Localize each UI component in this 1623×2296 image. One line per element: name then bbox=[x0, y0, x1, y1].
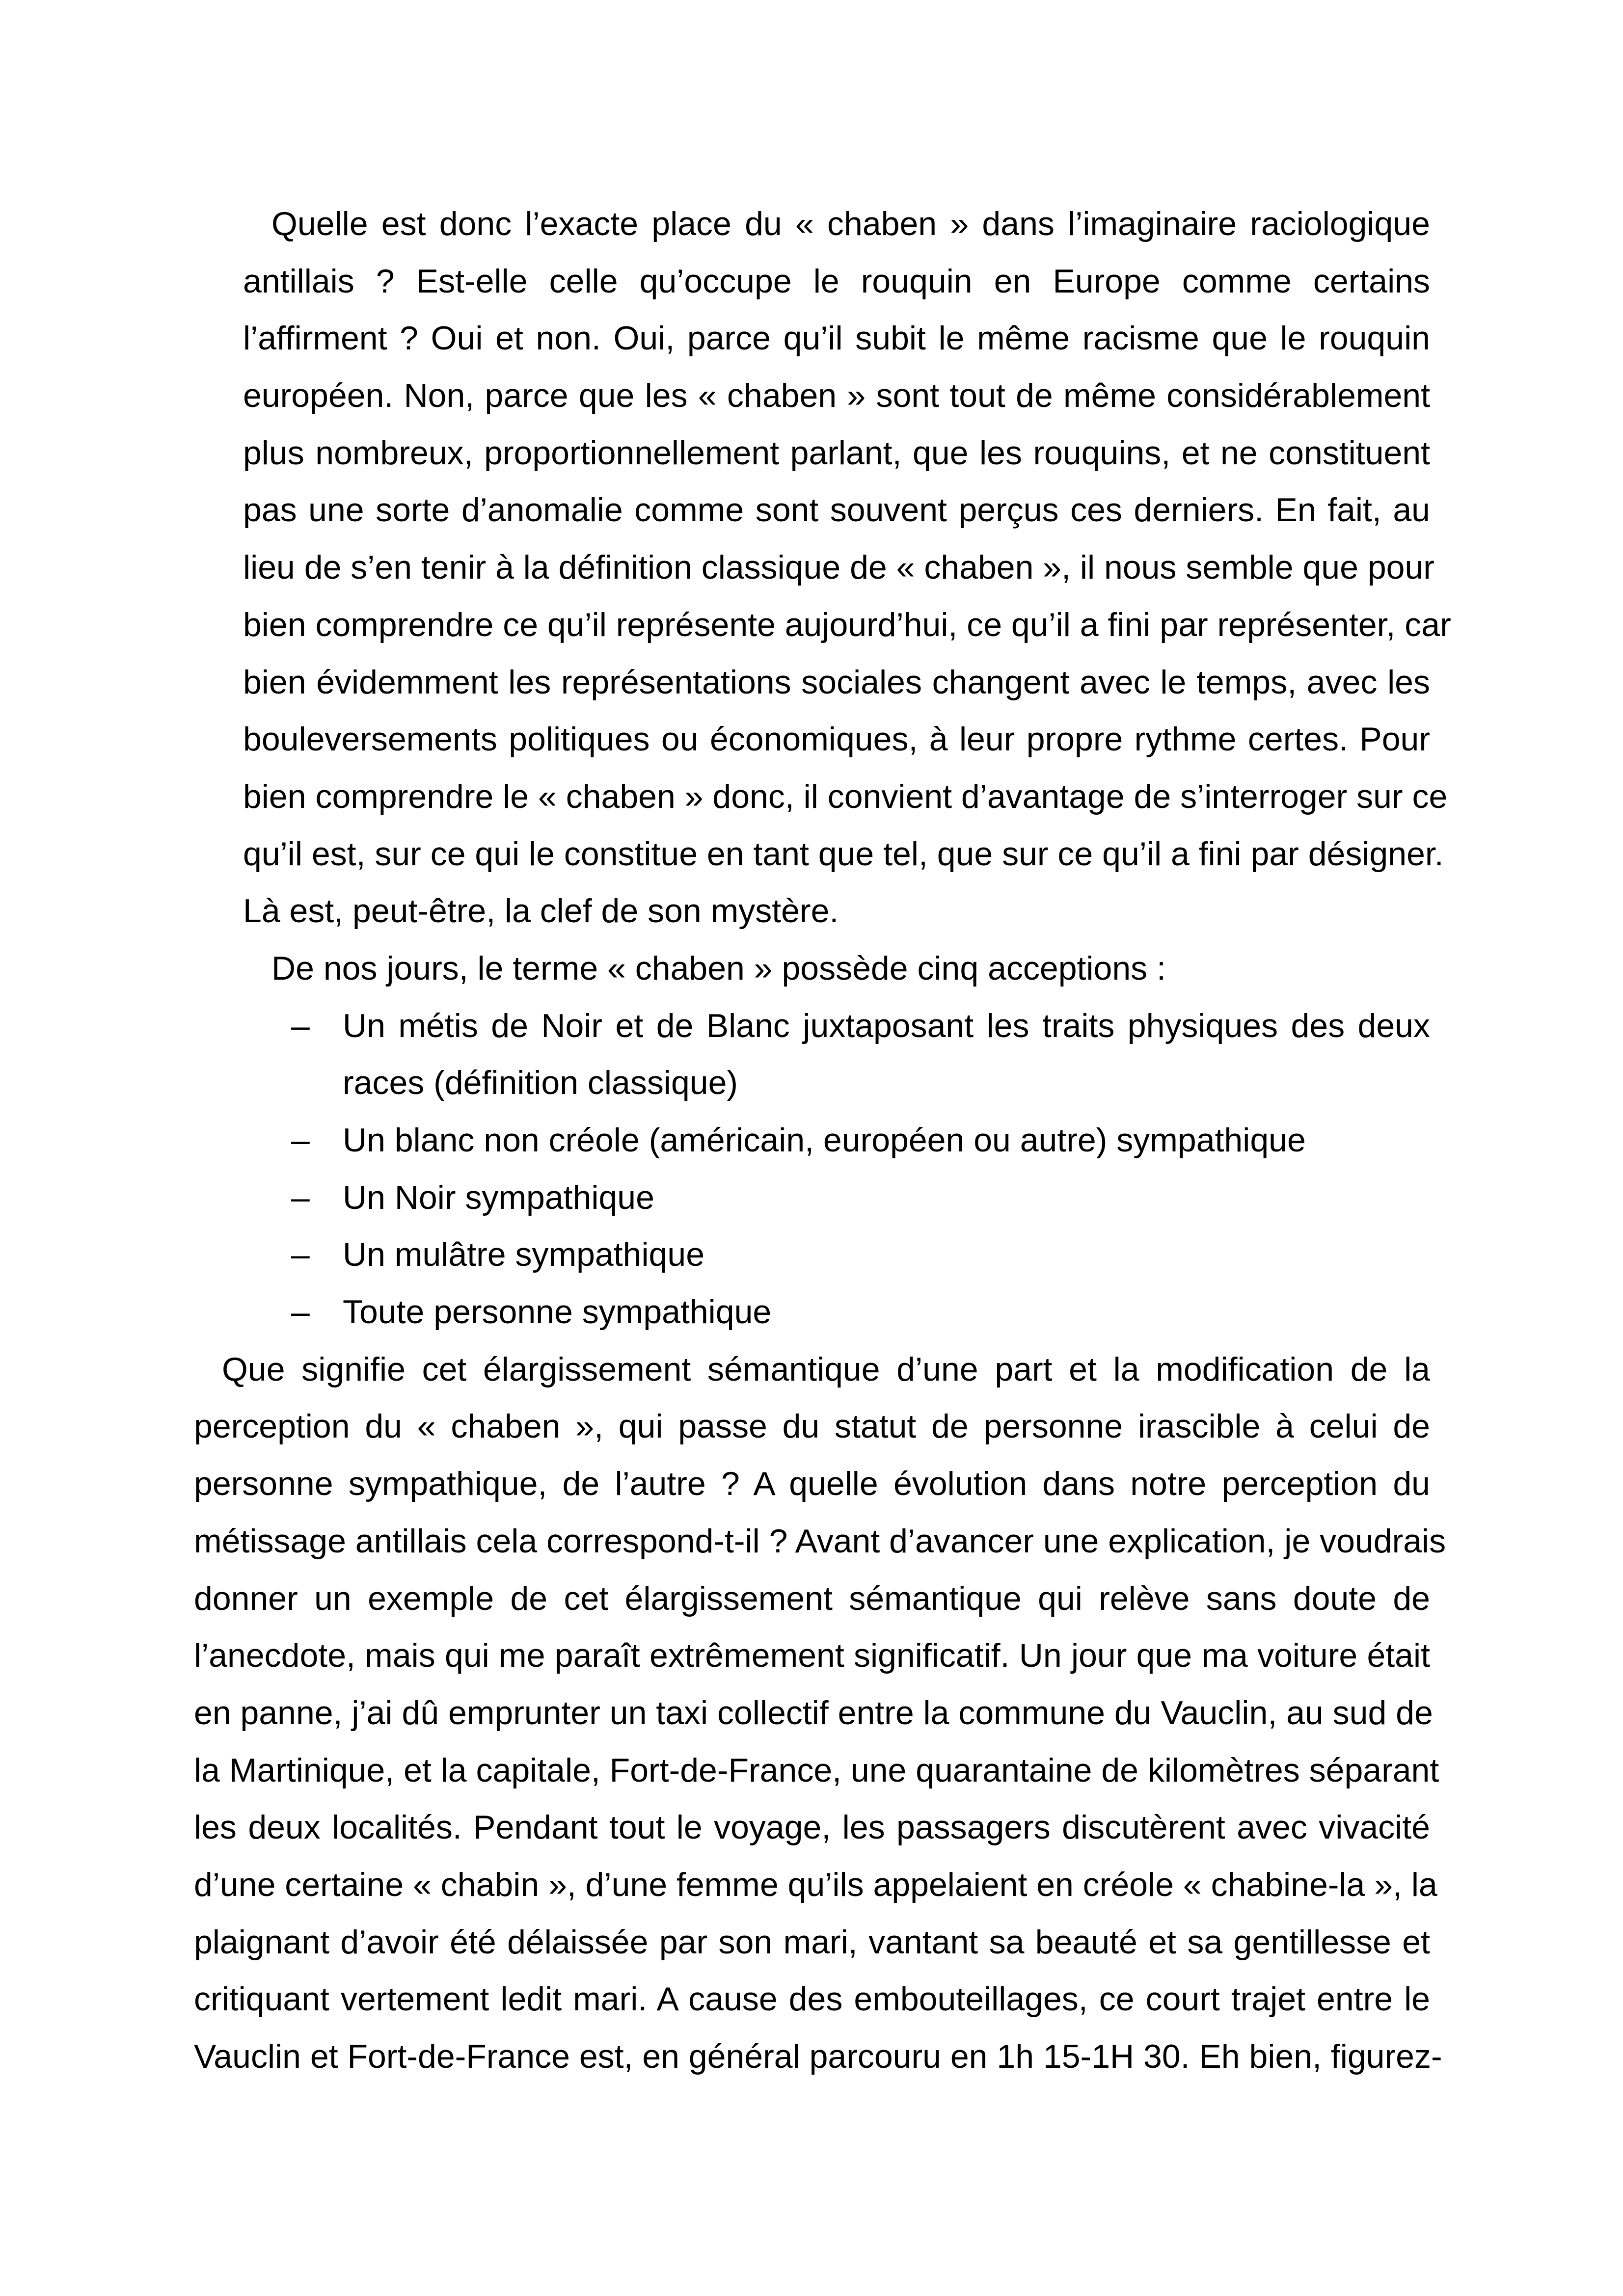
paragraph-line: bien évidemment les représentations sociales changent avec le temps, avec les bbox=[243, 663, 1430, 701]
paragraph-line: bouleversements politiques ou économiques, à leur propre rythme certes. Pour bbox=[243, 721, 1430, 758]
paragraph-line: métissage antillais cela correspond-t-il ? Avant d’avancer une explication, je voudrais bbox=[194, 1522, 1446, 1560]
paragraph-line: Vauclin et Fort-de-France est, en général parcouru en 1h 15-1H 30. Eh bien, figurez- bbox=[194, 2038, 1442, 2075]
list-item bbox=[0, 1169, 1623, 1227]
paragraph-line: européen. Non, parce que les « chaben » sont tout de même considérablement bbox=[243, 377, 1430, 415]
paragraph-line: Quelle est donc l’exacte place du « chaben » dans l’imaginaire raciologique bbox=[271, 205, 1430, 242]
paragraph-line: la Martinique, et la capitale, Fort-de-France, une quarantaine de kilomètres séparant bbox=[194, 1751, 1439, 1789]
list-item-line: Un métis de Noir et de Blanc juxtaposant les traits physiques des deux bbox=[343, 1007, 1430, 1044]
list-intro-text: De nos jours, le terme « chaben » possède cinq acceptions : bbox=[271, 949, 1166, 987]
paragraph-line: l’anecdote, mais qui me paraît extrêmement significatif. Un jour que ma voiture était bbox=[194, 1637, 1430, 1675]
paragraph-line: plus nombreux, proportionnellement parlant, que les rouquins, et ne constituent bbox=[243, 434, 1430, 472]
paragraph-line: qu’il est, sur ce qui le constitue en tant que tel, que sur ce qu’il a fini par désigner. bbox=[243, 835, 1444, 873]
paragraph-line: en panne, j’ai dû emprunter un taxi collectif entre la commune du Vauclin, au sud de bbox=[194, 1694, 1433, 1732]
list-intro bbox=[0, 940, 1623, 997]
paragraph-line: critiquant vertement ledit mari. A cause des embouteillages, ce court trajet entre le bbox=[194, 1980, 1430, 2018]
dash-bullet-icon: – bbox=[291, 1121, 310, 1159]
paragraph-line: Que signifie cet élargissement sémantique d’une part et la modification de la bbox=[222, 1350, 1430, 1388]
paragraph-line: perception du « chaben », qui passe du statut de personne irascible à celui de bbox=[194, 1408, 1430, 1445]
list-item-line: Un Noir sympathique bbox=[343, 1178, 654, 1216]
list-item bbox=[0, 1226, 1623, 1283]
dash-bullet-icon: – bbox=[291, 1236, 310, 1274]
paragraph-line: pas une sorte d’anomalie comme sont souvent perçus ces derniers. En fait, au bbox=[243, 491, 1430, 529]
acceptions-list bbox=[0, 997, 1623, 1341]
paragraph-line: l’affirment ? Oui et non. Oui, parce qu’il subit le même racisme que le rouquin bbox=[243, 320, 1430, 357]
dash-bullet-icon: – bbox=[291, 1293, 310, 1331]
list-item bbox=[0, 1112, 1623, 1169]
document-page bbox=[0, 195, 1623, 2085]
paragraph-line: lieu de s’en tenir à la définition classique de « chaben », il nous semble que pour bbox=[243, 549, 1434, 587]
list-item bbox=[0, 1283, 1623, 1341]
paragraph-semantic-evolution bbox=[0, 1341, 1623, 2085]
paragraph-line: bien comprendre le « chaben » donc, il convient d’avantage de s’interroger sur ce bbox=[243, 777, 1448, 815]
paragraph-line: donner un exemple de cet élargissement sémantique qui relève sans doute de bbox=[194, 1579, 1430, 1617]
paragraph-line: personne sympathique, de l’autre ? A quelle évolution dans notre perception du bbox=[194, 1465, 1430, 1503]
list-item-line: Un blanc non créole (américain, européen ou autre) sympathique bbox=[343, 1121, 1306, 1159]
dash-bullet-icon: – bbox=[291, 1178, 310, 1216]
list-item bbox=[0, 997, 1623, 1112]
paragraph-line: les deux localités. Pendant tout le voyage, les passagers discutèrent avec vivacité bbox=[194, 1809, 1430, 1846]
paragraph-line: Là est, peut-être, la clef de son mystère. bbox=[243, 892, 839, 930]
list-item-line: races (définition classique) bbox=[343, 1064, 738, 1102]
dash-bullet-icon: – bbox=[291, 1007, 310, 1044]
list-item-line: Un mulâtre sympathique bbox=[343, 1236, 705, 1274]
list-item-line: Toute personne sympathique bbox=[343, 1293, 772, 1331]
paragraph-line: bien comprendre ce qu’il représente aujourd’hui, ce qu’il a fini par représenter, car bbox=[243, 606, 1451, 643]
paragraph-line: antillais ? Est-elle celle qu’occupe le rouquin en Europe comme certains bbox=[243, 262, 1430, 300]
paragraph-line: plaignant d’avoir été délaissée par son mari, vantant sa beauté et sa gentillesse et bbox=[194, 1923, 1430, 1961]
paragraph-chaben-place bbox=[0, 195, 1623, 940]
paragraph-line: d’une certaine « chabin », d’une femme qu’ils appelaient en créole « chabine-la », la bbox=[194, 1866, 1437, 1903]
